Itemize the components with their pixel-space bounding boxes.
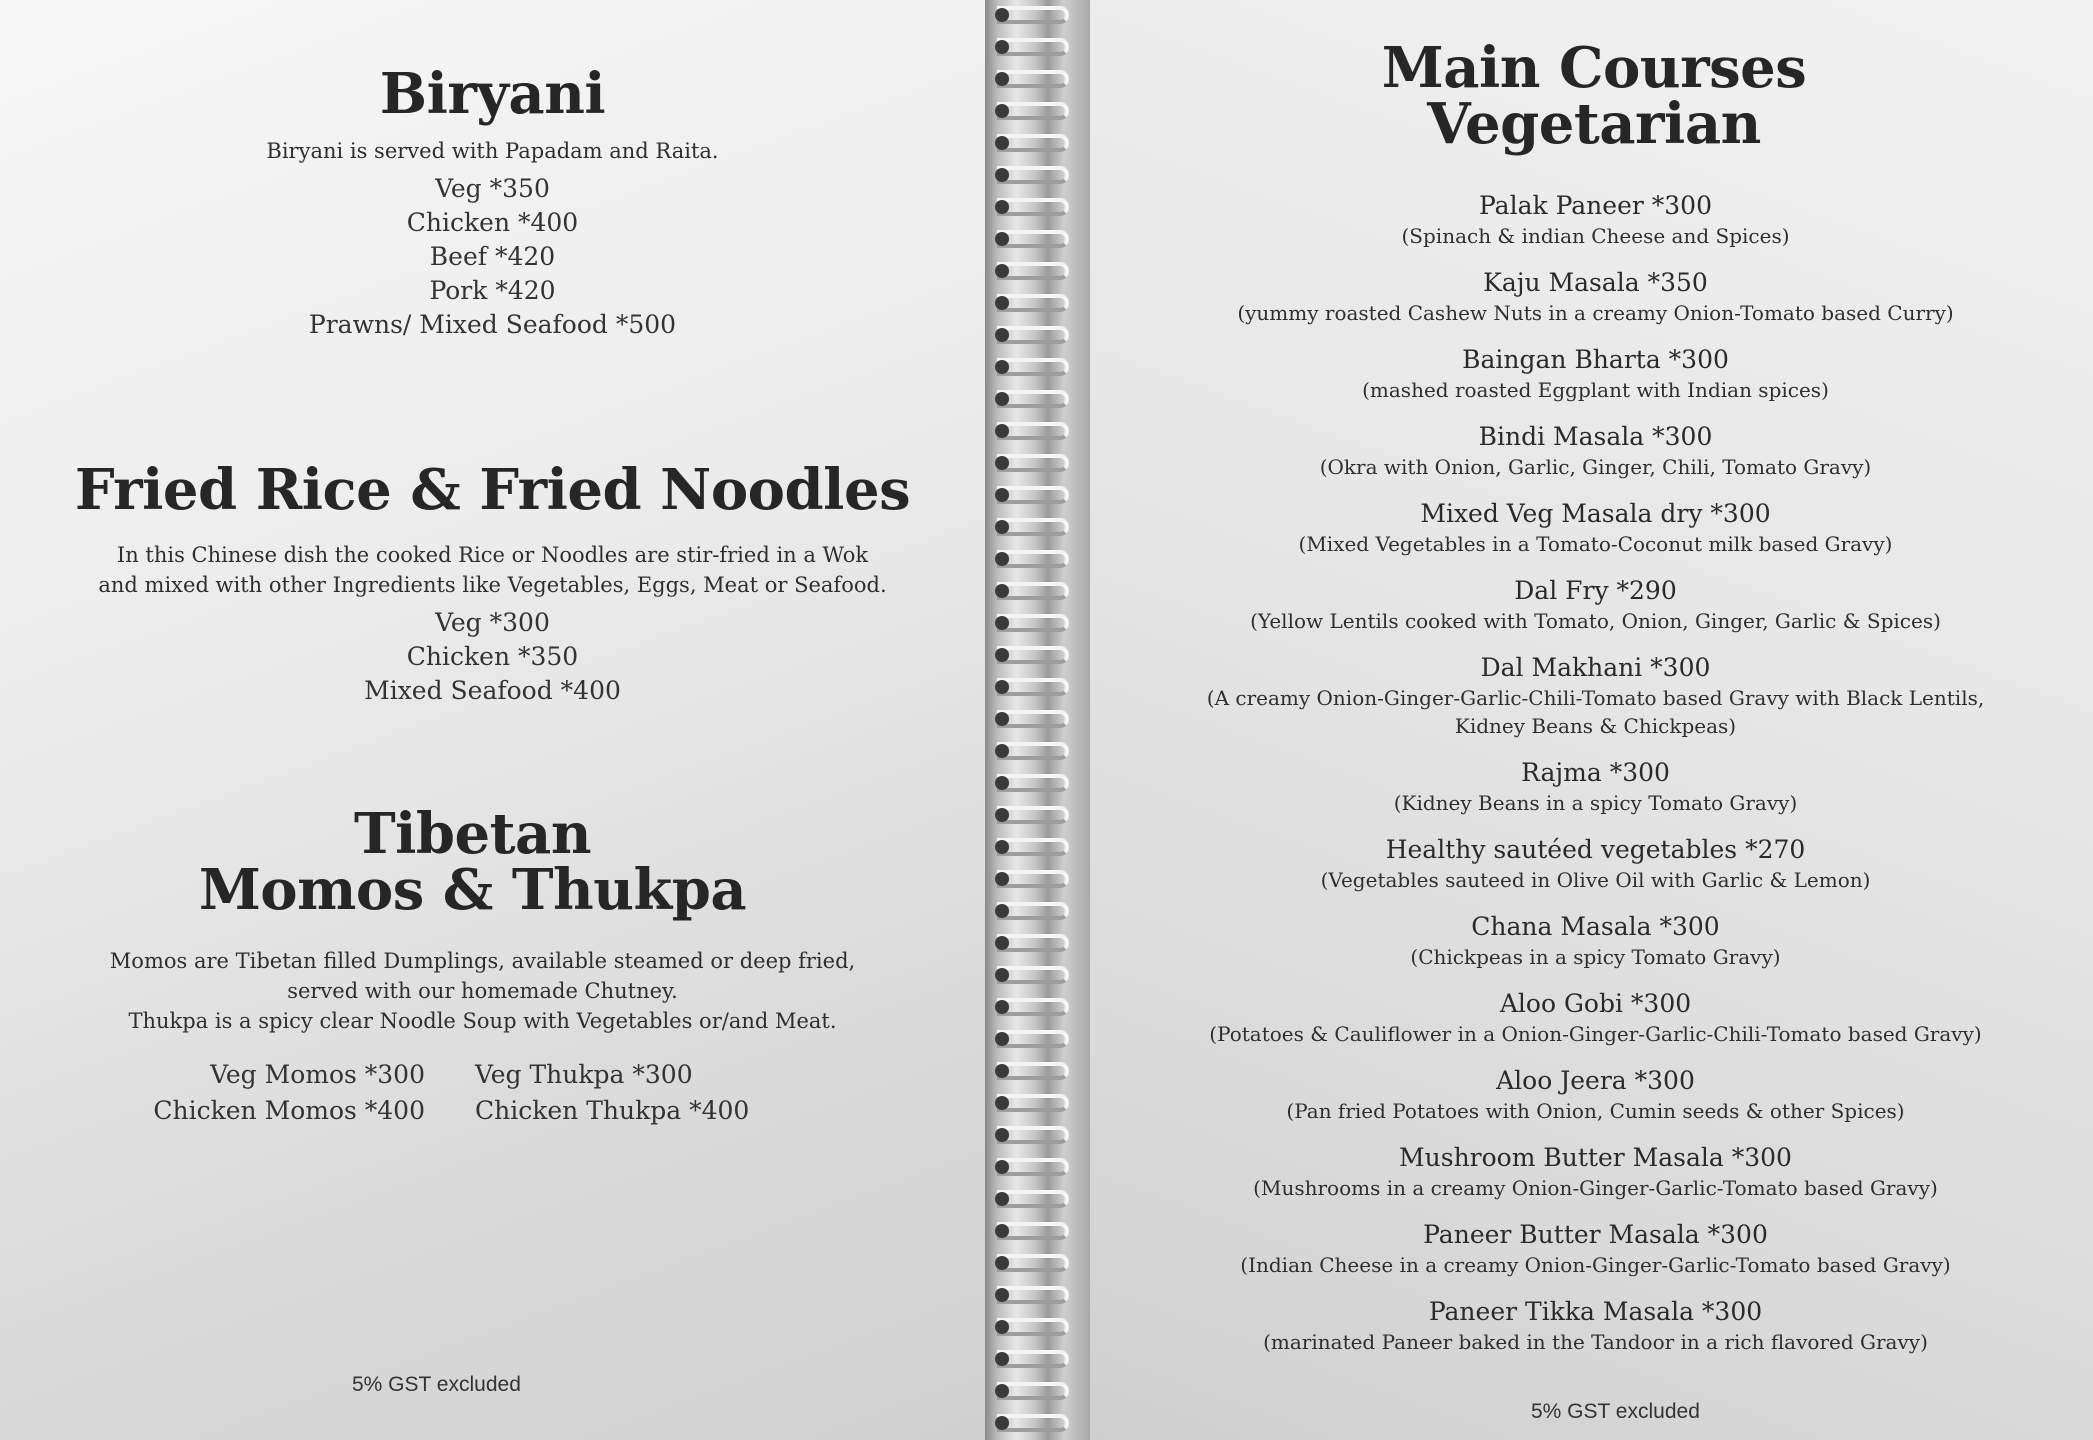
biryani-price-list	[0, 172, 985, 342]
binding-hole	[995, 1224, 1009, 1238]
momos-title-line: Momos & Thukpa	[198, 857, 747, 923]
momos-item: Chicken Momos *400	[153, 1096, 425, 1125]
main-courses-title-line: Main Courses	[1381, 35, 1807, 101]
binding-hole	[995, 456, 1009, 470]
menu-item	[1098, 757, 2093, 817]
binding-hole	[995, 776, 1009, 790]
biryani-section	[0, 61, 985, 342]
binding-hole	[995, 1384, 1009, 1398]
menu-item-name: Aloo Gobi *300	[1499, 989, 1692, 1018]
thukpa-item: Veg Thukpa *300	[475, 1060, 693, 1089]
fried-rice-title: Fried Rice & Fried Noodles	[74, 457, 911, 523]
binding-hole	[995, 1256, 1009, 1270]
menu-item	[1098, 988, 2093, 1048]
binding-hole	[995, 168, 1009, 182]
left-menu-page	[0, 0, 985, 1440]
menu-item-name: Palak Paneer *300	[1478, 191, 1712, 220]
binding-hole	[995, 712, 1009, 726]
spiral-binding	[985, 0, 1090, 1440]
momos-description-line: served with our homemade Chutney.	[287, 979, 678, 1003]
binding-hole	[995, 136, 1009, 150]
menu-item	[1098, 267, 2093, 327]
binding-hole	[995, 584, 1009, 598]
biryani-item: Beef *420	[429, 242, 556, 271]
binding-hole	[995, 1096, 1009, 1110]
menu-item-description: (Mushrooms in a creamy Onion-Ginger-Garlic-Tomato based Gravy)	[1253, 1176, 1938, 1200]
menu-item-description: (Okra with Onion, Garlic, Ginger, Chili, Tomato Gravy)	[1319, 455, 1872, 479]
momos-price-columns	[0, 1057, 749, 1129]
fried-rice-description	[0, 540, 985, 600]
binding-hole	[995, 1000, 1009, 1014]
binding-hole	[995, 1352, 1009, 1366]
menu-item-description: (Indian Cheese in a creamy Onion-Ginger-Garlic-Tomato based Gravy)	[1240, 1253, 1951, 1277]
binding-hole	[995, 1288, 1009, 1302]
fried-rice-section	[0, 457, 985, 708]
fried-rice-description-line: and mixed with other Ingredients like Vegetables, Eggs, Meat or Seafood.	[98, 573, 887, 597]
menu-item	[1098, 1065, 2093, 1125]
menu-item	[1098, 344, 2093, 404]
biryani-description: Biryani is served with Papadam and Raita.	[266, 139, 719, 163]
menu-item-description: Kidney Beans & Chickpeas)	[1454, 714, 1737, 738]
menu-item-name: Rajma *300	[1521, 758, 1670, 787]
binding-hole	[995, 808, 1009, 822]
binding-hole	[995, 296, 1009, 310]
menu-item	[1098, 1296, 2093, 1356]
binding-hole	[995, 200, 1009, 214]
vegetarian-menu-list	[1098, 190, 2093, 1373]
momos-section	[0, 801, 985, 923]
menu-item-name: Bindi Masala *300	[1478, 422, 1713, 451]
right-menu-page	[1090, 0, 2093, 1440]
menu-item-name: Paneer Butter Masala *300	[1423, 1220, 1768, 1249]
binding-hole	[995, 8, 1009, 22]
binding-hole	[995, 488, 1009, 502]
binding-hole	[995, 1064, 1009, 1078]
binding-hole	[995, 840, 1009, 854]
momos-description-line: Thukpa is a spicy clear Noodle Soup with Vegetables or/and Meat.	[128, 1009, 837, 1033]
menu-item	[1098, 652, 2093, 740]
binding-hole	[995, 744, 1009, 758]
main-courses-title-line: Vegetarian	[1427, 91, 1761, 157]
binding-hole	[995, 1032, 1009, 1046]
menu-item	[1098, 1219, 2093, 1279]
momos-description	[0, 946, 985, 1036]
menu-item-description: (Vegetables sauteed in Olive Oil with Garlic & Lemon)	[1320, 868, 1871, 892]
menu-item	[1098, 834, 2093, 894]
menu-item	[1098, 1142, 2093, 1202]
binding-hole	[995, 1160, 1009, 1174]
menu-item	[1098, 575, 2093, 635]
menu-item-name: Paneer Tikka Masala *300	[1428, 1297, 1763, 1326]
menu-item-name: Mushroom Butter Masala *300	[1399, 1143, 1792, 1172]
menu-item-description: (mashed roasted Eggplant with Indian spices)	[1362, 378, 1829, 402]
gst-note-left: 5% GST excluded	[352, 1373, 521, 1396]
binding-hole	[995, 616, 1009, 630]
menu-item-name: Aloo Jeera *300	[1496, 1066, 1695, 1095]
menu-item-name: Dal Fry *290	[1514, 576, 1677, 605]
menu-item-description: (marinated Paneer baked in the Tandoor in a rich flavored Gravy)	[1263, 1330, 1928, 1354]
momos-title-line: Tibetan	[353, 801, 592, 867]
menu-item-description: (Yellow Lentils cooked with Tomato, Onion, Ginger, Garlic & Spices)	[1250, 609, 1941, 633]
menu-item-description: (A creamy Onion-Ginger-Garlic-Chili-Tomato based Gravy with Black Lentils,	[1206, 686, 1985, 710]
menu-item-description: (Spinach & indian Cheese and Spices)	[1401, 224, 1790, 248]
binding-hole	[995, 1128, 1009, 1142]
main-courses-header	[1095, 35, 2093, 157]
binding-hole	[995, 392, 1009, 406]
menu-item-name: Baingan Bharta *300	[1462, 345, 1729, 374]
menu-item	[1098, 911, 2093, 971]
fried-rice-item: Chicken *350	[406, 642, 579, 671]
binding-hole	[995, 1416, 1009, 1430]
menu-item-name: Kaju Masala *350	[1483, 268, 1708, 297]
fried-rice-item: Veg *300	[435, 608, 550, 637]
binding-hole	[995, 680, 1009, 694]
gst-note-right: 5% GST excluded	[1531, 1400, 1700, 1423]
binding-hole	[995, 1320, 1009, 1334]
menu-item-name: Healthy sautéed vegetables *270	[1385, 835, 1806, 864]
binding-hole	[995, 872, 1009, 886]
menu-item-description: (Chickpeas in a spicy Tomato Gravy)	[1410, 945, 1781, 969]
menu-item-description: (Potatoes & Cauliflower in a Onion-Ginger-Garlic-Chili-Tomato based Gravy)	[1209, 1022, 1982, 1046]
binding-hole	[995, 328, 1009, 342]
binding-hole	[995, 40, 1009, 54]
momos-description-line: Momos are Tibetan filled Dumplings, available steamed or deep fried,	[109, 949, 856, 973]
binding-hole	[995, 552, 1009, 566]
menu-item-name: Dal Makhani *300	[1480, 653, 1711, 682]
binding-hole	[995, 232, 1009, 246]
binding-hole	[995, 1192, 1009, 1206]
binding-hole	[995, 936, 1009, 950]
binding-hole	[995, 904, 1009, 918]
binding-hole	[995, 648, 1009, 662]
momos-item: Veg Momos *300	[210, 1060, 425, 1089]
binding-hole	[995, 264, 1009, 278]
menu-item-name: Chana Masala *300	[1471, 912, 1720, 941]
thukpa-right-column	[425, 1057, 749, 1129]
fried-rice-item: Mixed Seafood *400	[364, 676, 621, 705]
menu-item-description: (Pan fried Potatoes with Onion, Cumin seeds & other Spices)	[1286, 1099, 1905, 1123]
fried-rice-description-line: In this Chinese dish the cooked Rice or Noodles are stir-fried in a Wok	[116, 543, 869, 567]
menu-item-name: Mixed Veg Masala dry *300	[1420, 499, 1771, 528]
binding-hole	[995, 968, 1009, 982]
biryani-title: Biryani	[379, 61, 606, 127]
binding-hole	[995, 424, 1009, 438]
biryani-item: Pork *420	[429, 276, 556, 305]
binding-hole	[995, 520, 1009, 534]
menu-item-description: (Mixed Vegetables in a Tomato-Coconut milk based Gravy)	[1298, 532, 1893, 556]
momos-left-column	[0, 1057, 425, 1129]
menu-item-description: (yummy roasted Cashew Nuts in a creamy Onion-Tomato based Curry)	[1237, 301, 1954, 325]
menu-item	[1098, 421, 2093, 481]
binding-hole	[995, 72, 1009, 86]
thukpa-item: Chicken Thukpa *400	[475, 1096, 750, 1125]
biryani-item: Chicken *400	[406, 208, 579, 237]
binding-hole	[995, 104, 1009, 118]
binding-hole	[995, 360, 1009, 374]
menu-item	[1098, 190, 2093, 250]
biryani-item: Prawns/ Mixed Seafood *500	[308, 310, 677, 339]
menu-item-description: (Kidney Beans in a spicy Tomato Gravy)	[1393, 791, 1798, 815]
fried-rice-price-list	[0, 606, 985, 708]
menu-item	[1098, 498, 2093, 558]
biryani-item: Veg *350	[435, 174, 550, 203]
